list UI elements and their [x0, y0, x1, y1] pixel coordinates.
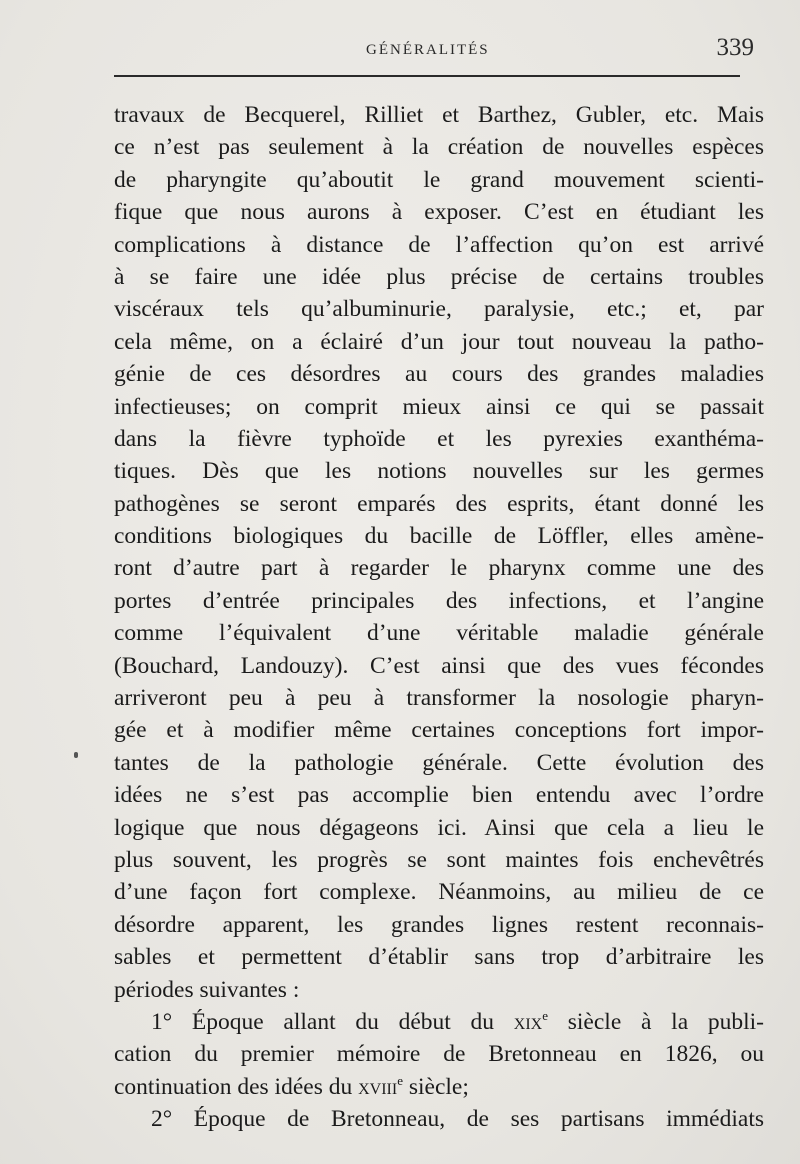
list-text: siècle à la publi- — [548, 1008, 764, 1035]
text-line: travaux de Becquerel, Rilliet et Barthez, Gubler, etc. Mais — [114, 102, 764, 128]
text-line: cela même, on a éclairé d’un jour tout nouveau la patho- — [114, 328, 764, 355]
text-line: portes d’entrée principales des infections, et l’angine — [114, 587, 764, 614]
text-line: conditions biologiques du bacille de Löffler, elles amène- — [114, 523, 764, 550]
text-line: comme l’équivalent d’une véritable maladie générale — [114, 620, 764, 647]
list-text: continuation des idées du — [114, 1073, 359, 1100]
list-text: 1° Époque allant du début du — [151, 1008, 514, 1035]
list-item-2-line-1: 2° Époque de Bretonneau, de ses partisans immédiats — [151, 1106, 764, 1133]
text-line: génie de ces désordres au cours des grandes maladies — [114, 361, 764, 388]
text-line: plus souvent, les progrès se sont maintes fois enchevêtrés — [114, 846, 764, 873]
text-line: complications à distance de l’affection qu’on est arrivé — [114, 231, 764, 258]
text-line: gée et à modifier même certaines conceptions fort impor- — [114, 717, 764, 744]
superscript: e — [542, 1008, 549, 1024]
text-line: logique que nous dégageons ici. Ainsi que cela a lieu le — [114, 814, 764, 841]
text-line: dans la fièvre typhoïde et les pyrexies exanthéma- — [114, 425, 764, 452]
page-number: 339 — [716, 34, 754, 61]
body-text — [114, 99, 764, 1136]
text-line: de pharyngite qu’aboutit le grand mouvement scienti- — [114, 166, 764, 193]
text-line: (Bouchard, Landouzy). C’est ainsi que des vues fécondes — [114, 652, 764, 679]
list-text: siècle; — [402, 1073, 469, 1100]
text-line: à se faire une idée plus précise de certains troubles — [114, 263, 764, 290]
text-line: fique que nous aurons à exposer. C’est en étudiant les — [114, 199, 764, 226]
text-line: pathogènes se seront emparés des esprits, étant donné les — [114, 490, 764, 517]
text-line: sables et permettent d’établir sans trop d’arbitraire les — [114, 944, 764, 971]
text-line: tantes de la pathologie générale. Cette évolution des — [114, 749, 764, 776]
ink-speck — [74, 752, 78, 758]
text-line: d’une façon fort complexe. Néanmoins, au milieu de ce — [114, 879, 764, 906]
text-line: arriveront peu à peu à transformer la nosologie pharyn- — [114, 685, 764, 712]
text-line: idées ne s’est pas accomplie bien entendu avec l’ordre — [114, 782, 764, 809]
list-item-1-line-2: cation du premier mémoire de Bretonneau en 1826, ou — [114, 1041, 764, 1068]
text-line: désordre apparent, les grandes lignes restent reconnais- — [114, 911, 764, 938]
text-line: ce n’est pas seulement à la création de nouvelles espèces — [114, 134, 764, 161]
text-line: tiques. Dès que les notions nouvelles sur les germes — [114, 458, 764, 485]
century-numeral: xviii — [358, 1073, 398, 1100]
list-item-1-line-1 — [114, 1006, 764, 1038]
page-header — [114, 34, 754, 64]
text-line: viscéraux tels qu’albuminurie, paralysie, etc.; et, par — [114, 296, 764, 323]
list-item-1-line-3 — [114, 1071, 764, 1103]
text-line: ront d’autre part à regarder le pharynx comme une des — [114, 555, 764, 582]
superscript: e — [397, 1072, 403, 1088]
running-title: GÉNÉRALITÉS — [366, 42, 490, 58]
text-line: périodes suivantes : — [114, 976, 300, 1003]
text-line: infectieuses; on comprit mieux ainsi ce qui se passait — [114, 393, 764, 420]
header-rule — [114, 75, 740, 77]
century-numeral: xix — [513, 1008, 543, 1035]
